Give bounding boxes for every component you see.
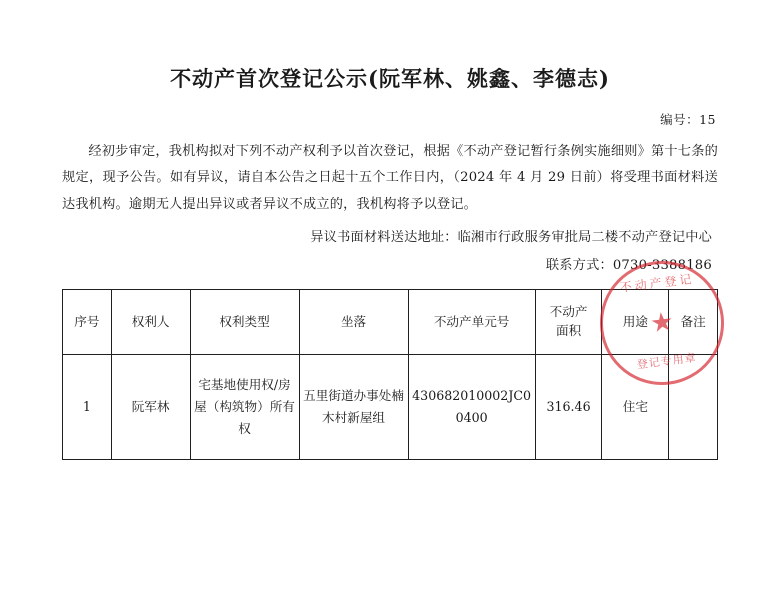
column-header-use: 用途 [602, 290, 669, 355]
page-title: 不动产首次登记公示(阮军林、姚鑫、李德志) [170, 66, 610, 91]
table-header-row [63, 290, 718, 355]
column-header-location: 坐落 [299, 290, 408, 355]
document-page [0, 63, 780, 610]
column-header-area-line2: 面积 [555, 323, 582, 339]
column-header-area-line1: 不动产 [549, 304, 588, 320]
column-header-note: 备注 [669, 290, 718, 355]
registration-table [62, 289, 718, 460]
cell-use: 住宅 [602, 355, 669, 460]
contact-info: 联系方式：0730-3388186 [545, 258, 712, 274]
column-header-area [535, 290, 602, 355]
notice-paragraph: 经初步审定，我机构拟对下列不动产权利予以首次登记，根据《不动产登记暂行条例实施细则》第十七条的规定，现予公告。如有异议，请自本公告之日起十五个工作日内，（2024 年 4 月 29 日前）将受理书面材料送达我机构。逾期无人提出异议或者异议不成立的，我机构将予以登记。 [62, 144, 718, 212]
cell-type: 宅基地使用权/房屋（构筑物）所有权 [190, 355, 299, 460]
seal-bottom-text: 登记专用章 [636, 351, 698, 372]
cell-unit-code: 430682010002JC00400 [408, 355, 535, 460]
column-header-unit-code: 不动产单元号 [408, 290, 535, 355]
cell-note [669, 355, 718, 460]
document-number: 编号：15 [660, 112, 716, 127]
seal-top-text: 不动产登记 [619, 271, 696, 295]
cell-area: 316.46 [535, 355, 602, 460]
cell-location: 五里街道办事处楠木村新屋组 [299, 355, 408, 460]
table-row [63, 355, 718, 460]
delivery-address: 异议书面材料送达地址：临湘市行政服务审批局二楼不动产登记中心 [310, 230, 712, 246]
column-header-no: 序号 [63, 290, 112, 355]
star-icon: ★ [648, 306, 676, 340]
column-header-type: 权利类型 [190, 290, 299, 355]
cell-owner: 阮军林 [111, 355, 190, 460]
column-header-owner: 权利人 [111, 290, 190, 355]
cell-no: 1 [63, 355, 112, 460]
